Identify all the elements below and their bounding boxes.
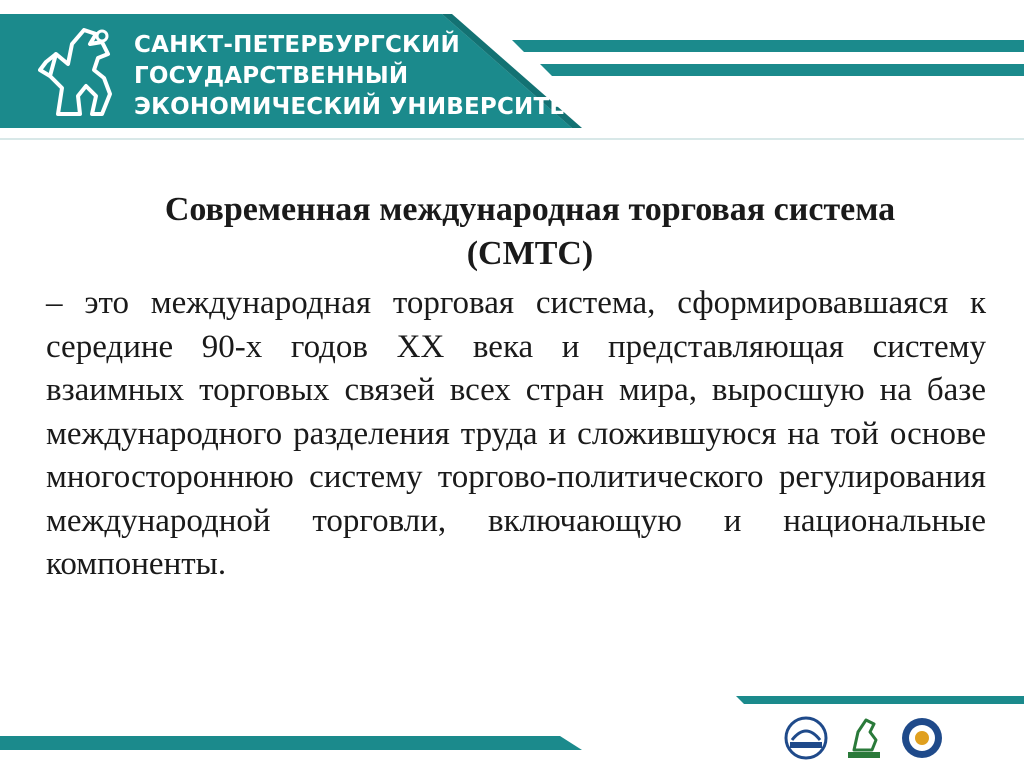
university-name (134, 30, 582, 123)
finek-emblem-icon (840, 710, 888, 762)
definition-text: – это международная торговая система, сформировавшаяся к середине 90-х годов XX века и представляющая систему взаимных торговых связей всех стран мира, выросшую на базе международного разделения труда и сложившуюся на той основе многостороннюю систему торгово-политического регулирования международной торговли, включающую и национальные компоненты. (46, 285, 986, 582)
inzhekon-emblem-icon (782, 710, 830, 762)
gueu-emblem-icon (898, 710, 946, 762)
university-name-line: САНКТ-ПЕТЕРБУРГСКИЙ (134, 32, 460, 58)
slide-title-line: Современная международная торговая система (164, 191, 896, 228)
footer-logos (782, 710, 942, 762)
header-banner (0, 0, 1024, 150)
griffin-icon (38, 24, 120, 118)
slide-title (60, 188, 1000, 276)
slide-title-line: (СМТС) (466, 235, 594, 272)
university-name-line: ГОСУДАРСТВЕННЫЙ (134, 63, 409, 89)
university-name-line: ЭКОНОМИЧЕСКИЙ УНИВЕРСИТЕТ (134, 94, 582, 120)
